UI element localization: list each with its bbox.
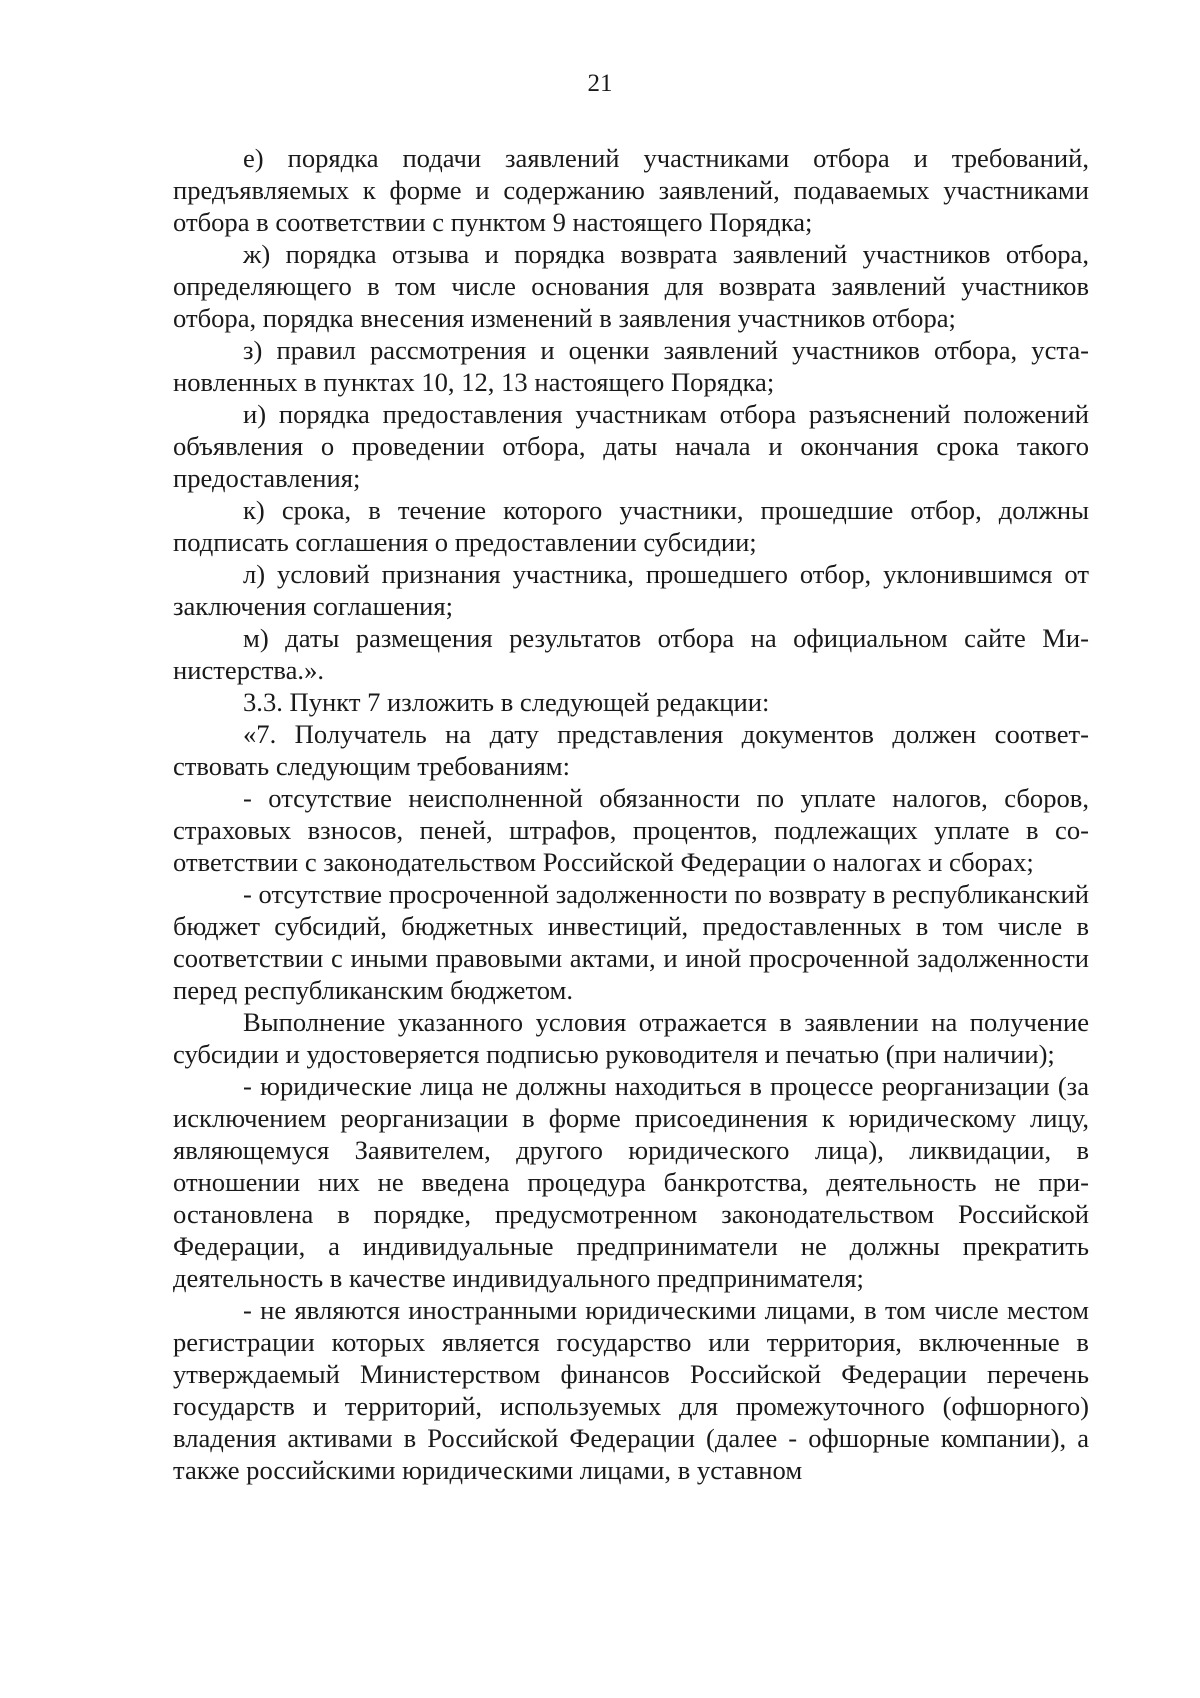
document-body [173,142,1089,1486]
page-number: 21 [587,70,613,97]
paragraph-item-m: м) даты размещения результатов отбора на официальном сайте Министерства.». [173,623,1089,685]
paragraph-item-i: и) порядка предоставления участникам отбора разъяснений положений объявления о проведении отбора, даты начала и окончания срока такого предоставления; [173,399,1089,493]
paragraph-item-e: е) порядка подачи заявлений участниками отбора и требований, предъявляемых к форме и содержанию заявлений, подаваемых участниками отбора в соответствии с пунктом 9 настоящего Порядка; [173,143,1089,237]
paragraph-condition-confirmation: Выполнение указанного условия отражается в заявлении на получение субсидии и удостоверяется подписью руководителя и печатью (при наличии); [173,1007,1089,1069]
paragraph-item-zh: ж) порядка отзыва и порядка возврата заявлений участников отбора, определяющего в том числе основания для возврата заявлений участников отбора, порядка внесения изменений в заявления участников отбора; [173,239,1089,333]
paragraph-requirement-foreign-entities: - не являются иностранными юридическими лицами, в том числе местом регистрации которых является государство или территория, включенные в утверждаемый Министерством финансов Российской Федерации перечень государств и территорий, используемых для промежуточного (офшорного) владения активами в Российской Федерации (далее - офшорные компании), а также российскими юридическими лицами, в уставном [173,1295,1089,1485]
paragraph-requirement-debt: - отсутствие просроченной задолженности по возврату в республиканский бюджет субсидий, бюджетных инвестиций, предоставленных в том числе в соответствии с иными правовыми актами, и иной просроченной задолженности перед республиканским бюджетом. [173,879,1089,1005]
paragraph-clause-3-3: 3.3. Пункт 7 изложить в следующей редакции: [243,687,770,717]
paragraph-requirement-taxes: - отсутствие неисполненной обязанности по уплате налогов, сборов, страховых взносов, пеней, штрафов, процентов, подлежащих уплате в соответствии с законодательством Российской Федерации о налогах и сборах; [173,783,1089,877]
paragraph-point-7: «7. Получатель на дату представления документов должен соответствовать следующим требованиям: [173,719,1089,781]
paragraph-requirement-reorganization: - юридические лица не должны находиться в процессе реорганизации (за исключением реорганизации в форме присоединения к юридическому лицу, являющемуся Заявителем, другого юридического лица), ликвидации, в отношении них не введена процедура банкротства, деятельность не приостановлена в порядке, предусмотренном законодательством Российской Федерации, а индивидуальные предприниматели не должны прекратить деятельность в качестве индивидуального предпринимателя; [173,1071,1089,1293]
paragraph-item-l: л) условий признания участника, прошедшего отбор, уклонившимся от заключения соглашения; [173,559,1089,621]
paragraph-item-k: к) срока, в течение которого участники, прошедшие отбор, должны подписать соглашения о предоставлении субсидии; [173,495,1089,557]
paragraph-item-z: з) правил рассмотрения и оценки заявлений участников отбора, установленных в пунктах 10, 12, 13 настоящего Порядка; [173,335,1089,397]
